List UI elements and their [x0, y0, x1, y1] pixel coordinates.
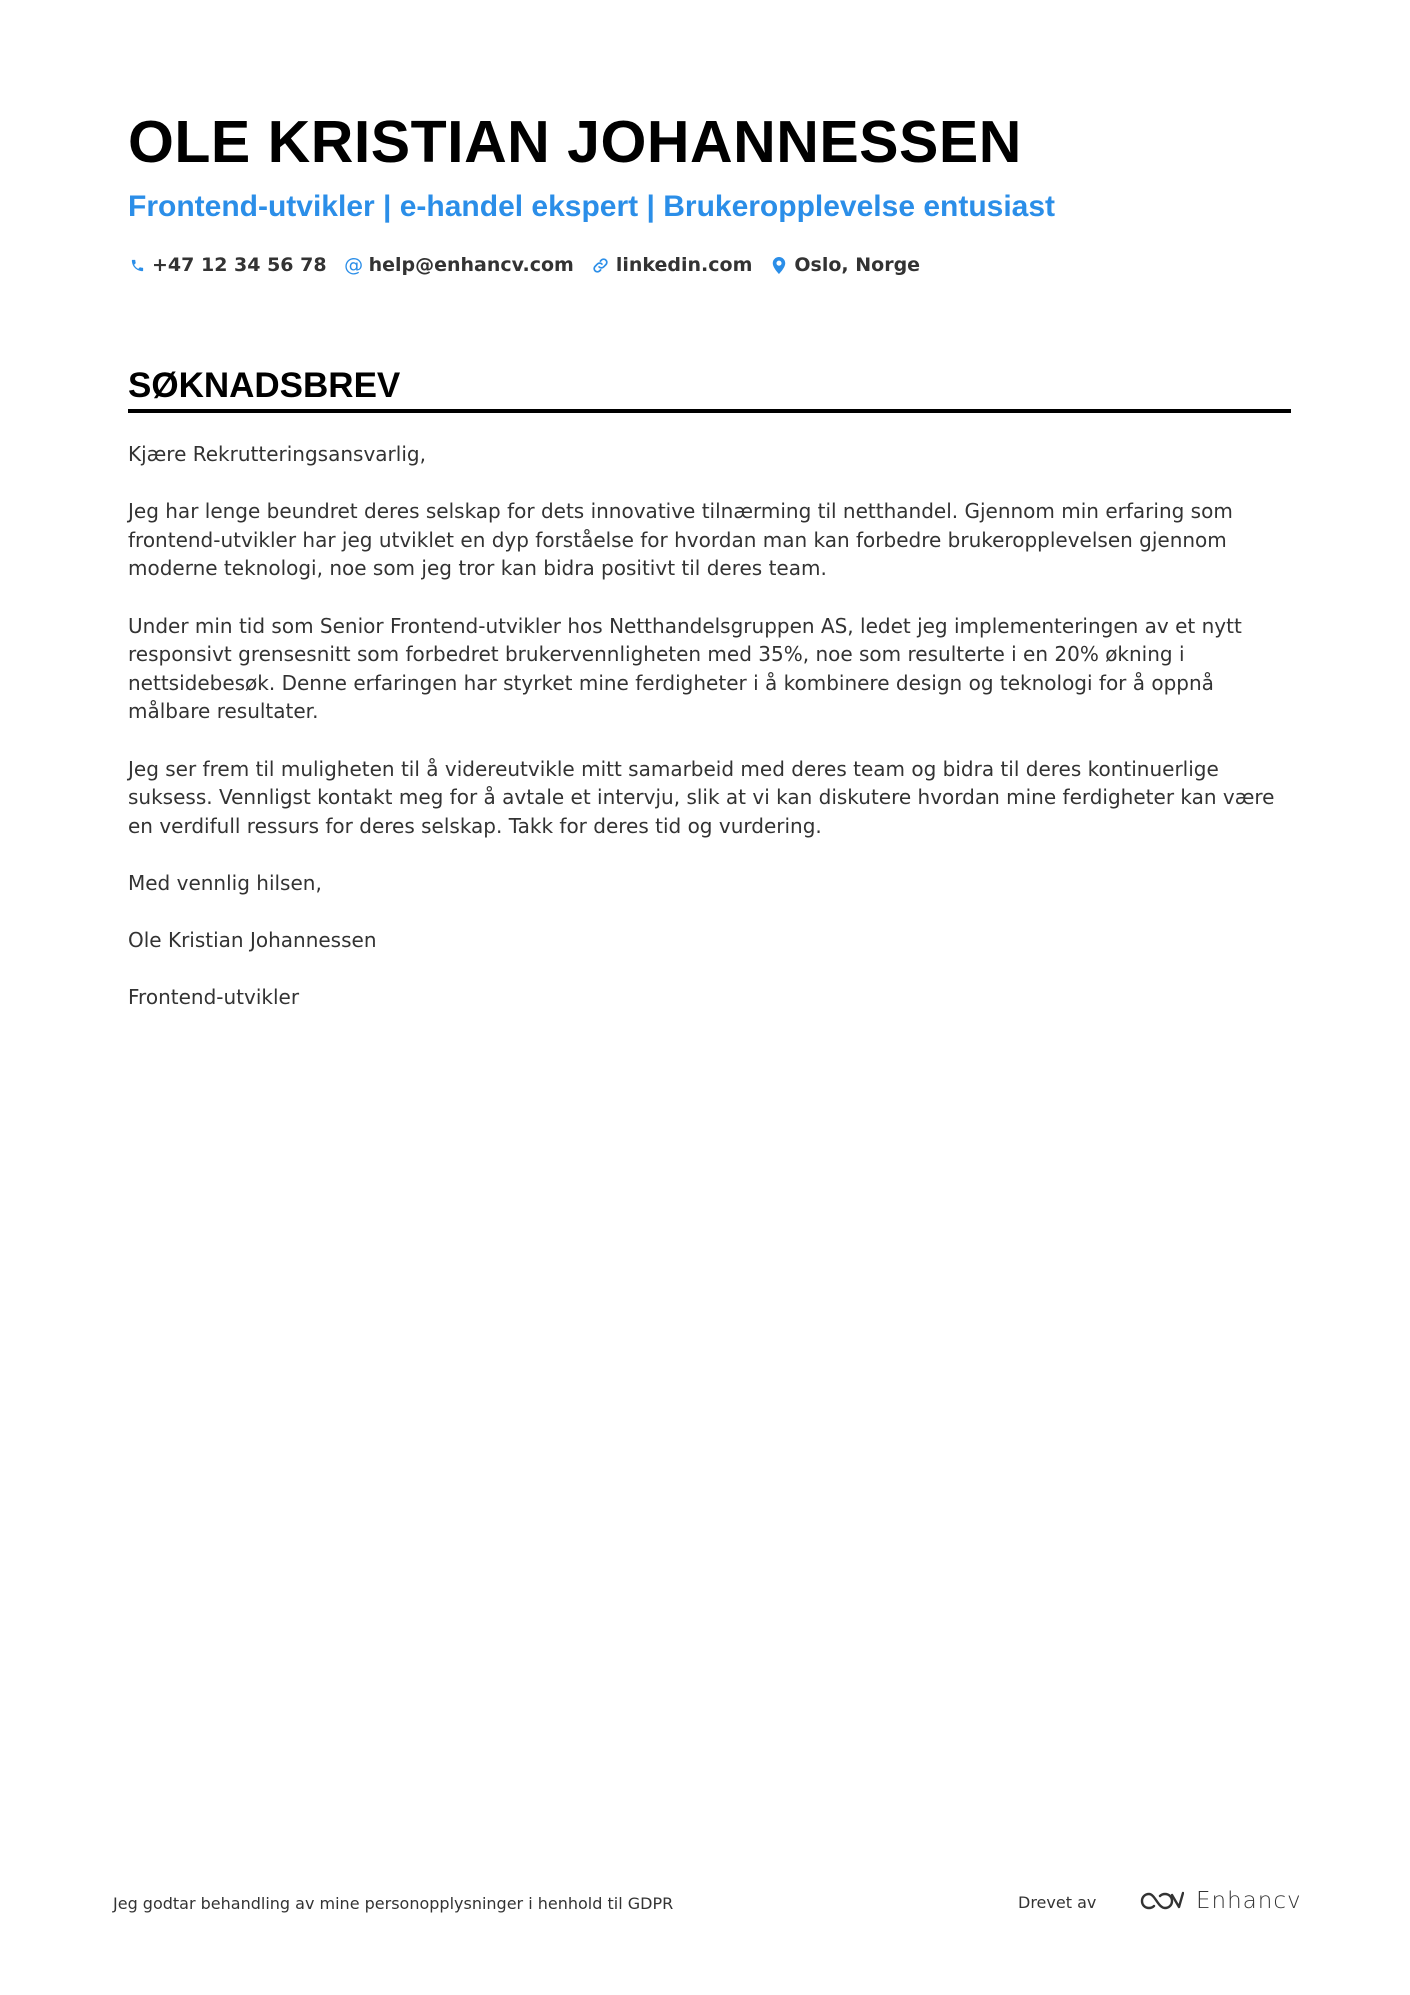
- contact-location: [770, 254, 920, 276]
- phone-icon: [128, 256, 146, 274]
- contact-linkedin-text: linkedin.com: [615, 254, 753, 276]
- letter-body: [128, 440, 1293, 1040]
- candidate-name: OLE KRISTIAN JOHANNESSEN: [128, 109, 1022, 175]
- enhancv-logo[interactable]: [1138, 1888, 1302, 1914]
- contact-location-text: Oslo, Norge: [794, 254, 921, 276]
- at-icon: @: [344, 253, 364, 276]
- location-pin-icon: [770, 256, 788, 274]
- contact-linkedin[interactable]: [592, 254, 753, 276]
- section-title: SØKNADSBREV: [128, 366, 401, 405]
- letter-paragraph: Under min tid som Senior Frontend-utvikler hos Netthandelsgruppen AS, ledet jeg implementeringen av et nytt responsivt grensesnitt som forbedret brukervennligheten med 35%, noe som resulterte i en 20% økning i nettsidebesøk. Denne erfaringen har styrket mine ferdigheter i å kombinere design og teknologi for å oppnå målbare resultater.: [128, 613, 1242, 724]
- signature-title: Frontend-utvikler: [128, 985, 300, 1010]
- contact-email-text: help@enhancv.com: [368, 254, 574, 276]
- gdpr-consent-text: Jeg godtar behandling av mine personopplysninger i henhold til GDPR: [113, 1894, 674, 1913]
- contact-phone[interactable]: [128, 254, 327, 276]
- link-icon: [592, 256, 610, 274]
- enhancv-brand-name: Enhancv: [1196, 1888, 1302, 1914]
- contact-email[interactable]: [345, 254, 574, 276]
- letter-salutation: Kjære Rekrutteringsansvarlig,: [128, 442, 426, 466]
- enhancv-logo-icon: [1138, 1889, 1184, 1913]
- candidate-tagline: Frontend-utvikler | e-handel ekspert | Brukeropplevelse entusiast: [128, 190, 1056, 223]
- section-divider: [128, 409, 1291, 413]
- letter-paragraph: Jeg har lenge beundret deres selskap for dets innovative tilnærming til netthandel. Gjennom min erfaring som frontend-utvikler har jeg utviklet en dyp forståelse for hvordan man kan forbedre brukeropplevelsen gjennom moderne teknologi, noe som jeg tror kan bidra positivt til deres team.: [128, 499, 1233, 581]
- signature-name: Ole Kristian Johannessen: [128, 928, 377, 953]
- letter-closing: Med vennlig hilsen,: [128, 870, 322, 895]
- contact-phone-text: +47 12 34 56 78: [152, 254, 327, 276]
- contact-bar: [128, 254, 938, 276]
- letter-paragraph: Jeg ser frem til muligheten til å videreutvikle mitt samarbeid med deres team og bidra til deres kontinuerlige suksess. Vennligst kontakt meg for å avtale et intervju, slik at vi kan diskutere hvordan mine ferdigheter kan være en verdifull ressurs for deres selskap. Takk for deres tid og vurdering.: [128, 756, 1275, 838]
- powered-by-label: Drevet av: [1018, 1893, 1097, 1912]
